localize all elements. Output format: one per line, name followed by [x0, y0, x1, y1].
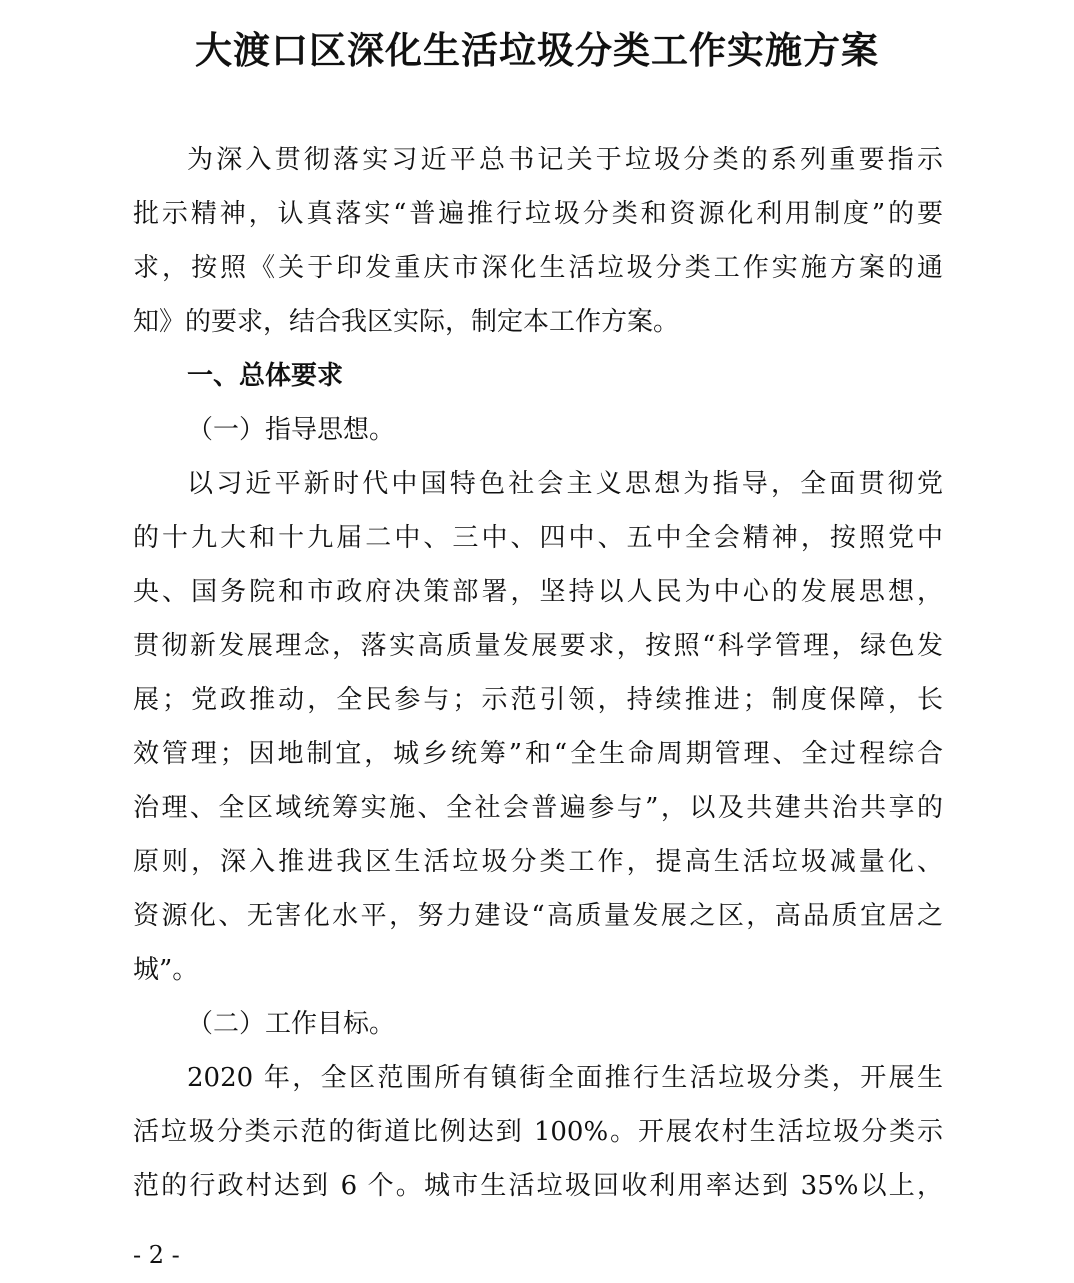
paragraph-line: 活垃圾分类示范的街道比例达到 100%。开展农村生活垃圾分类示 — [133, 1117, 943, 1147]
document-body — [133, 133, 943, 1213]
paragraph-line: 治理、全区域统筹实施、全社会普遍参与”，以及共建共治共享的 — [133, 793, 943, 823]
paragraph-line: 批示精神，认真落实“普遍推行垃圾分类和资源化利用制度”的要 — [133, 199, 943, 229]
paragraph-line: 原则，深入推进我区生活垃圾分类工作，提高生活垃圾减量化、 — [133, 847, 943, 877]
paragraph-line: 贯彻新发展理念，落实高质量发展要求，按照“科学管理，绿色发 — [133, 631, 943, 661]
paragraph-line: 城”。 — [133, 955, 199, 985]
document-title: 大渡口区深化生活垃圾分类工作实施方案 — [195, 28, 879, 72]
subsection-heading: （一）指导思想。 — [187, 415, 396, 445]
page-number: - 2 - — [133, 1241, 180, 1269]
paragraph-line: 资源化、无害化水平，努力建设“高质量发展之区，高品质宜居之 — [133, 901, 943, 931]
subsection-heading: （二）工作目标。 — [187, 1009, 396, 1039]
paragraph-line: 效管理；因地制宜，城乡统筹”和“全生命周期管理、全过程综合 — [133, 739, 943, 769]
paragraph-line: 央、国务院和市政府决策部署，坚持以人民为中心的发展思想， — [133, 577, 943, 607]
paragraph-line: 求，按照《关于印发重庆市深化生活垃圾分类工作实施方案的通 — [133, 253, 943, 283]
section-heading: 一、总体要求 — [187, 361, 344, 391]
paragraph-line: 范的行政村达到 6 个。城市生活垃圾回收利用率达到 35%以上， — [133, 1171, 943, 1201]
paragraph-line: 为深入贯彻落实习近平总书记关于垃圾分类的系列重要指示 — [187, 145, 943, 175]
paragraph-line: 知》的要求，结合我区实际，制定本工作方案。 — [133, 307, 680, 337]
paragraph-line: 以习近平新时代中国特色社会主义思想为指导，全面贯彻党 — [187, 469, 943, 499]
paragraph-line: 2020 年，全区范围所有镇街全面推行生活垃圾分类，开展生 — [187, 1063, 943, 1093]
paragraph-line: 展；党政推动，全民参与；示范引领，持续推进；制度保障，长 — [133, 685, 943, 715]
paragraph-line: 的十九大和十九届二中、三中、四中、五中全会精神，按照党中 — [133, 523, 943, 553]
